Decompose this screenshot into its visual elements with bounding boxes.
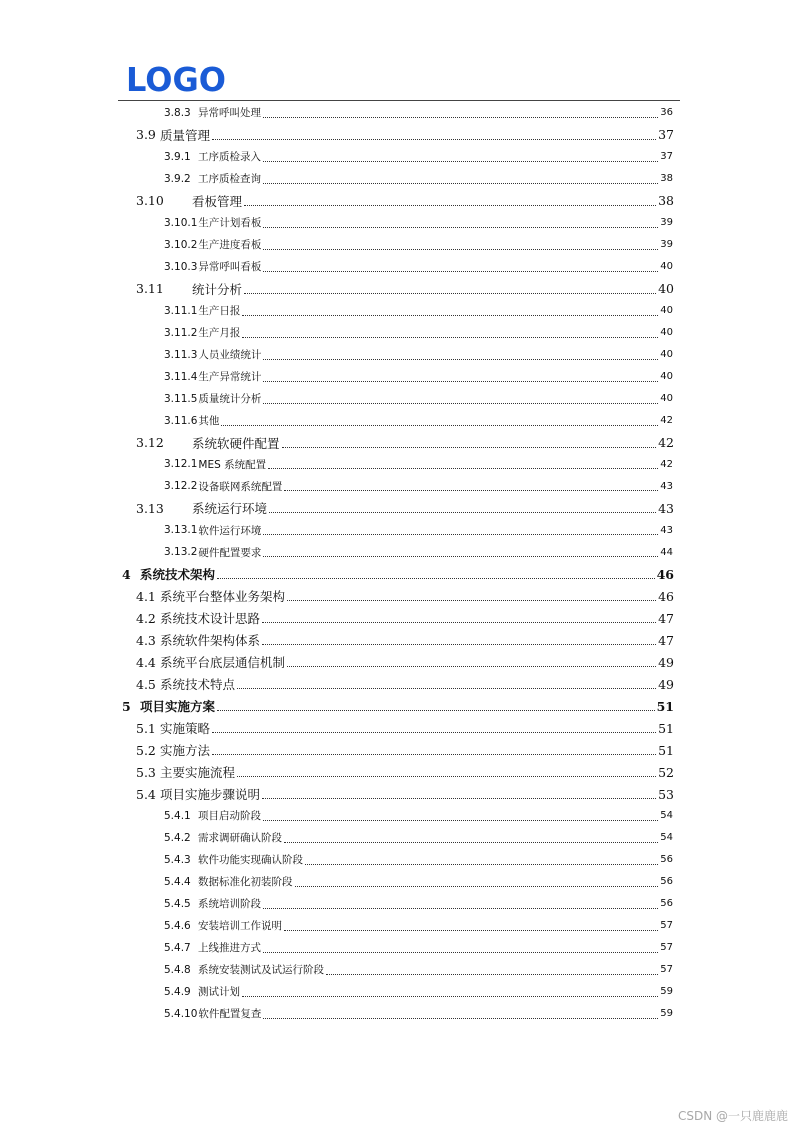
toc-leader-dots — [217, 709, 655, 711]
toc-entry-page: 42 — [660, 415, 673, 427]
toc-entry-title: 生产进度看板 — [198, 239, 262, 252]
toc-entry-page: 57 — [660, 964, 673, 976]
toc-leader-dots — [263, 270, 658, 272]
toc-entry-number: 3.13 — [136, 500, 164, 516]
toc-entry[interactable] — [0, 871, 800, 893]
toc-entry[interactable] — [0, 959, 800, 981]
toc-entry-title: 生产日报 — [198, 305, 241, 318]
toc-entry-page: 56 — [660, 898, 673, 910]
toc-entry[interactable] — [0, 937, 800, 959]
toc-leader-dots — [242, 336, 658, 338]
toc-entry-title: 项目实施步骤说明 — [160, 787, 261, 803]
toc-entry-number: 3.10.3 — [164, 260, 198, 273]
toc-leader-dots — [263, 819, 658, 821]
toc-entry[interactable] — [0, 717, 800, 739]
toc-entry-number: 5.4.10 — [164, 1007, 198, 1020]
toc-entry[interactable] — [0, 915, 800, 937]
toc-entry-number: 5.4.4 — [164, 875, 191, 888]
table-of-contents — [0, 102, 800, 1025]
toc-entry-title: 生产月报 — [198, 327, 241, 340]
toc-entry-title: 系统平台底层通信机制 — [160, 655, 286, 671]
toc-entry-number: 5.2 — [136, 742, 156, 758]
toc-leader-dots — [262, 643, 656, 645]
toc-entry-title: 项目启动阶段 — [198, 810, 261, 823]
toc-entry-page: 38 — [658, 193, 674, 209]
toc-leader-dots — [284, 489, 658, 491]
toc-leader-dots — [217, 577, 655, 579]
toc-entry-number: 3.11.3 — [164, 348, 198, 361]
toc-entry-page: 40 — [660, 305, 673, 317]
toc-entry-number: 5 — [122, 698, 131, 714]
toc-entry-title: 项目实施方案 — [140, 699, 216, 715]
toc-entry-title: 设备联网系统配置 — [198, 480, 283, 493]
toc-entry-title: 系统培训阶段 — [198, 898, 261, 911]
toc-entry[interactable] — [0, 278, 800, 300]
toc-leader-dots — [326, 973, 658, 975]
toc-entry[interactable] — [0, 651, 800, 673]
toc-entry-number: 3.11.1 — [164, 304, 198, 317]
toc-entry-number: 4.1 — [136, 588, 156, 604]
toc-entry[interactable] — [0, 102, 800, 124]
toc-entry-title: 需求调研确认阶段 — [198, 832, 282, 845]
toc-leader-dots — [212, 731, 656, 733]
toc-entry-title: 质量管理 — [160, 127, 211, 143]
toc-entry[interactable] — [0, 124, 800, 146]
toc-entry-number: 5.4.1 — [164, 809, 191, 822]
toc-entry-page: 39 — [660, 217, 673, 229]
toc-entry-number: 5.1 — [136, 720, 156, 736]
toc-entry-title: 测试计划 — [198, 986, 240, 999]
watermark: CSDN @一只鹿鹿鹿 — [677, 1109, 788, 1123]
toc-entry-number: 3.12 — [136, 435, 164, 451]
toc-entry-title: 实施策略 — [160, 721, 211, 737]
toc-entry-page: 51 — [656, 698, 674, 714]
toc-entry-page: 49 — [658, 676, 674, 692]
toc-entry[interactable] — [0, 497, 800, 519]
toc-entry[interactable] — [0, 893, 800, 915]
toc-entry-page: 42 — [658, 435, 674, 451]
toc-entry-number: 3.13.2 — [164, 546, 198, 559]
toc-leader-dots — [212, 138, 656, 140]
toc-leader-dots — [263, 380, 658, 382]
toc-entry-page: 47 — [658, 632, 674, 648]
toc-entry-page: 44 — [660, 546, 673, 558]
toc-entry-page: 40 — [660, 349, 673, 361]
toc-entry[interactable] — [0, 805, 800, 827]
toc-entry-page: 46 — [658, 588, 674, 604]
toc-entry-number: 5.4 — [136, 786, 156, 802]
toc-leader-dots — [237, 775, 656, 777]
toc-entry[interactable] — [0, 168, 800, 190]
toc-entry-title: 安装培训工作说明 — [198, 920, 282, 933]
toc-entry-number: 3.11.2 — [164, 326, 198, 339]
toc-entry-number: 4.3 — [136, 632, 156, 648]
toc-leader-dots — [262, 797, 656, 799]
toc-entry-title: 系统安装测试及试运行阶段 — [198, 964, 324, 977]
toc-entry[interactable] — [0, 300, 800, 322]
toc-entry-title: 其他 — [198, 415, 220, 428]
toc-entry-page: 56 — [660, 876, 673, 888]
toc-entry-page: 40 — [660, 393, 673, 405]
toc-entry-title: 工序质检录入 — [198, 151, 261, 164]
toc-entry-number: 3.10 — [136, 193, 164, 209]
toc-entry[interactable] — [0, 146, 800, 168]
toc-entry-number: 5.4.3 — [164, 853, 191, 866]
toc-leader-dots — [263, 402, 658, 404]
toc-entry[interactable] — [0, 849, 800, 871]
toc-entry-page: 54 — [660, 810, 673, 822]
toc-entry-page: 53 — [658, 786, 674, 802]
toc-entry-title: 软件配置复查 — [198, 1008, 262, 1021]
toc-entry-title: 工序质检查询 — [198, 173, 261, 186]
toc-entry-number: 3.12.2 — [164, 480, 198, 493]
toc-entry-title: 质量统计分析 — [198, 393, 262, 406]
toc-leader-dots — [263, 907, 658, 909]
toc-entry[interactable] — [0, 673, 800, 695]
toc-leader-dots — [263, 116, 658, 118]
toc-entry-number: 4.2 — [136, 610, 156, 626]
toc-entry[interactable] — [0, 585, 800, 607]
toc-leader-dots — [284, 841, 658, 843]
toc-entry-page: 54 — [660, 832, 673, 844]
toc-entry-page: 40 — [660, 371, 673, 383]
toc-entry-title: 实施方法 — [160, 743, 211, 759]
toc-entry-page: 43 — [660, 480, 673, 492]
toc-leader-dots — [263, 358, 658, 360]
toc-entry-number: 3.11.5 — [164, 392, 198, 405]
toc-entry[interactable] — [0, 827, 800, 849]
toc-entry[interactable] — [0, 234, 800, 256]
toc-entry-page: 57 — [660, 942, 673, 954]
toc-entry-number: 3.11 — [136, 281, 164, 297]
toc-entry-page: 51 — [658, 720, 674, 736]
toc-entry-title: 系统技术架构 — [140, 567, 216, 583]
toc-entry-number: 5.4.5 — [164, 897, 191, 910]
toc-entry[interactable] — [0, 783, 800, 805]
toc-entry-title: 软件运行环境 — [198, 524, 262, 537]
toc-entry-number: 5.4.7 — [164, 941, 191, 954]
toc-entry-page: 59 — [660, 986, 673, 998]
toc-entry-title: 看板管理 — [192, 193, 243, 209]
toc-entry-title: 人员业绩统计 — [198, 349, 262, 362]
toc-entry-page: 37 — [658, 127, 674, 143]
toc-leader-dots — [262, 621, 656, 623]
toc-leader-dots — [244, 204, 656, 206]
toc-entry[interactable] — [0, 607, 800, 629]
toc-entry[interactable] — [0, 563, 800, 585]
toc-entry[interactable] — [0, 388, 800, 410]
toc-entry-title: 硬件配置要求 — [198, 546, 262, 559]
toc-leader-dots — [221, 424, 658, 426]
toc-entry-number: 5.3 — [136, 764, 156, 780]
toc-leader-dots — [242, 995, 658, 997]
toc-entry-page: 36 — [660, 107, 673, 119]
toc-entry-page: 42 — [660, 458, 673, 470]
toc-entry-title: 系统软件架构体系 — [160, 633, 261, 649]
toc-entry[interactable] — [0, 410, 800, 432]
toc-leader-dots — [263, 555, 658, 557]
toc-leader-dots — [287, 599, 656, 601]
toc-entry-title: 异常呼叫处理 — [198, 107, 261, 120]
toc-entry-number: 3.11.4 — [164, 370, 198, 383]
toc-entry-title: 主要实施流程 — [160, 765, 236, 781]
toc-entry-number: 3.12.1 — [164, 458, 198, 471]
toc-leader-dots — [242, 314, 658, 316]
toc-leader-dots — [263, 182, 658, 184]
toc-entry-number: 5.4.9 — [164, 985, 191, 998]
toc-leader-dots — [212, 753, 656, 755]
toc-entry-page: 52 — [658, 764, 674, 780]
toc-leader-dots — [263, 160, 658, 162]
toc-leader-dots — [305, 863, 658, 865]
toc-entry[interactable] — [0, 1003, 800, 1025]
logo — [126, 62, 228, 96]
toc-entry[interactable] — [0, 519, 800, 541]
toc-entry-page: 43 — [658, 500, 674, 516]
toc-leader-dots — [244, 292, 656, 294]
toc-entry-page: 43 — [660, 524, 673, 536]
toc-entry-number: 3.9 — [136, 127, 156, 143]
toc-entry-page: 39 — [660, 239, 673, 251]
toc-entry-number: 3.8.3 — [164, 106, 191, 119]
toc-entry-page: 57 — [660, 920, 673, 932]
toc-entry[interactable] — [0, 761, 800, 783]
toc-entry-title: 数据标准化初装阶段 — [198, 876, 293, 889]
toc-entry-number: 3.9.1 — [164, 150, 191, 163]
toc-entry[interactable] — [0, 541, 800, 563]
toc-entry[interactable] — [0, 695, 800, 717]
toc-entry-number: 4.4 — [136, 654, 156, 670]
toc-entry-title: 异常呼叫看板 — [198, 261, 262, 274]
toc-leader-dots — [282, 446, 657, 448]
toc-entry-title: 系统平台整体业务架构 — [160, 589, 286, 605]
toc-entry-page: 37 — [660, 151, 673, 163]
toc-leader-dots — [287, 665, 656, 667]
logo-text: LOGO — [126, 62, 226, 96]
toc-leader-dots — [263, 533, 658, 535]
toc-entry-page: 40 — [660, 261, 673, 273]
toc-entry-title: 软件功能实现确认阶段 — [198, 854, 303, 867]
toc-entry[interactable] — [0, 190, 800, 212]
toc-entry-number: 3.9.2 — [164, 172, 191, 185]
toc-entry-page: 47 — [658, 610, 674, 626]
toc-leader-dots — [284, 929, 658, 931]
toc-leader-dots — [295, 885, 659, 887]
toc-entry-page: 40 — [658, 281, 674, 297]
toc-entry[interactable] — [0, 344, 800, 366]
toc-entry[interactable] — [0, 256, 800, 278]
toc-leader-dots — [263, 951, 658, 953]
toc-entry[interactable] — [0, 212, 800, 234]
toc-leader-dots — [269, 511, 656, 513]
toc-leader-dots — [263, 248, 658, 250]
toc-entry-title: 上线推进方式 — [198, 942, 261, 955]
toc-entry[interactable] — [0, 739, 800, 761]
toc-entry-number: 5.4.8 — [164, 963, 191, 976]
toc-entry-page: 46 — [656, 566, 674, 582]
toc-entry-number: 3.11.6 — [164, 414, 198, 427]
toc-entry[interactable] — [0, 454, 800, 476]
toc-entry-number: 5.4.6 — [164, 919, 191, 932]
toc-entry[interactable] — [0, 475, 800, 497]
toc-entry-page: 56 — [660, 854, 673, 866]
toc-entry[interactable] — [0, 366, 800, 388]
toc-leader-dots — [263, 1017, 658, 1019]
toc-entry-page: 40 — [660, 327, 673, 339]
toc-leader-dots — [263, 226, 658, 228]
toc-entry-number: 5.4.2 — [164, 831, 191, 844]
toc-entry-title: 系统软硬件配置 — [192, 435, 280, 451]
toc-entry-page: 59 — [660, 1008, 673, 1020]
toc-entry-number: 3.10.1 — [164, 216, 198, 229]
toc-entry-number: 3.10.2 — [164, 238, 198, 251]
toc-entry[interactable] — [0, 432, 800, 454]
header-divider — [118, 100, 680, 101]
toc-entry[interactable] — [0, 322, 800, 344]
toc-entry-page: 49 — [658, 654, 674, 670]
toc-entry-title: 统计分析 — [192, 281, 243, 297]
toc-entry-number: 4 — [122, 566, 131, 582]
toc-entry-number: 4.5 — [136, 676, 156, 692]
toc-leader-dots — [237, 687, 656, 689]
toc-entry-title: 生产计划看板 — [198, 217, 262, 230]
toc-leader-dots — [268, 467, 658, 469]
toc-entry-title: 系统运行环境 — [192, 501, 268, 517]
toc-entry-title: 系统技术设计思路 — [160, 611, 261, 627]
toc-entry-number: 3.13.1 — [164, 524, 198, 537]
toc-entry-title: 系统技术特点 — [160, 677, 236, 693]
toc-entry-page: 38 — [660, 173, 673, 185]
toc-entry[interactable] — [0, 629, 800, 651]
toc-entry-title: MES 系统配置 — [198, 458, 267, 471]
toc-entry-title: 生产异常统计 — [198, 371, 262, 384]
toc-entry-page: 51 — [658, 742, 674, 758]
toc-entry[interactable] — [0, 981, 800, 1003]
